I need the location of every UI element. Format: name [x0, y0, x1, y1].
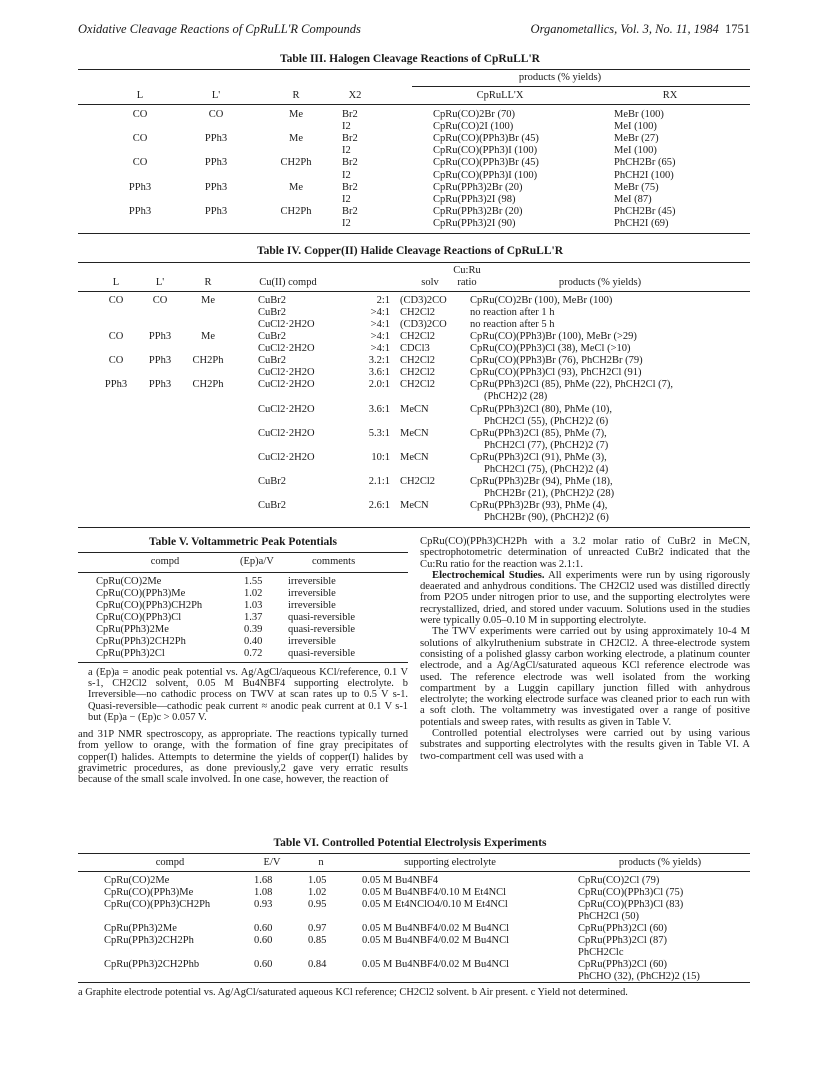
- table4-cell-solv: CH2Cl2: [400, 379, 436, 390]
- table3-cell-rx: PhCH2Br (45): [614, 205, 676, 217]
- table3-cell-r: CH2Ph: [280, 205, 312, 217]
- table4-cell-solv: (CD3)2CO: [400, 319, 447, 330]
- table3-caption: Table III. Halogen Cleavage Reactions of CpRuLL'R: [280, 53, 540, 65]
- table6-col-header: compd: [155, 857, 185, 868]
- table5-cell-ep: 0.72: [244, 648, 263, 659]
- table4-cell-cu: CuCl2·2H2O: [258, 404, 315, 415]
- table3-cell-l2: PPh3: [204, 157, 228, 169]
- table3-cell-x2: I2: [342, 193, 351, 205]
- table5-cell-compd: CpRu(PPh3)2CH2Ph: [96, 636, 186, 647]
- table3-cell-x2: Br2: [342, 109, 358, 120]
- table6-cell-n: 0.84: [308, 959, 327, 970]
- table4-cell-cu: CuCl2·2H2O: [258, 343, 315, 354]
- table6-cell-product: CpRu(PPh3)2Cl (87): [578, 935, 667, 946]
- table3-cell-product: CpRu(CO)(PPh3)Br (45): [433, 157, 539, 169]
- table6-cell-e: 1.68: [254, 875, 273, 886]
- table3-col-header: RX: [662, 90, 678, 101]
- table3-cell-rx: MeBr (75): [614, 181, 659, 193]
- table4-cell-cu: CuBr2: [258, 355, 287, 366]
- table4-cell-ratio: 3.2:1: [368, 355, 390, 366]
- table5-cell-comment: quasi-reversible: [288, 624, 356, 635]
- table3-cell-l: CO: [132, 133, 148, 145]
- table6-cell-compd: CpRu(PPh3)2CH2Ph: [104, 935, 194, 946]
- table4-cell-solv: CDCl3: [400, 343, 430, 354]
- right-paragraph-2: Electrochemical Studies. All experiments were run by using rigorously deaerated and anhydrous conditions. The CH2Cl2 used was distilled directly from P2O5 under nitrogen prior to use, and the supporting electrolytes were recrystallized, dried, and stored under vacuum. Solutions used in the studies were typically 0.05–0.10 M in supporting electrolyte.: [420, 569, 750, 627]
- table4-cell-l: CO: [108, 295, 124, 306]
- table6-col-header: products (% yields): [618, 857, 702, 868]
- table6-col-header: supporting electrolyte: [404, 857, 496, 868]
- table4-cell-l2: PPh3: [148, 379, 172, 390]
- table4-cell-solv: MeCN: [400, 452, 429, 463]
- table6-cell-n: 1.02: [308, 887, 327, 898]
- table6-header-rule: [78, 871, 750, 872]
- table3-cell-rx: MeI (100): [614, 121, 657, 133]
- table3-col-header: L: [136, 90, 144, 101]
- table6-cell-electrolyte: 0.05 M Bu4NBF4: [362, 875, 439, 886]
- table6-cell-e: 1.08: [254, 887, 273, 898]
- table6-cell-compd: CpRu(PPh3)2CH2Phb: [104, 959, 200, 970]
- right-column-text: [420, 536, 750, 762]
- table4-cell-solv: CH2Cl2: [400, 476, 436, 487]
- table5-col-header: comments: [312, 556, 356, 567]
- table6-cell-product: PhCH2Clc: [578, 947, 624, 958]
- right-paragraph-4: Controlled potential electrolyses were carried out by using various substrates and supporting electrolytes with the results given in Table VI. A two-compartment cell was used with a: [420, 728, 750, 762]
- table4-cell-product: CpRu(CO)(PPh3)Br (76), PhCH2Br (79): [470, 355, 643, 366]
- table4-col-header: products (% yields): [558, 277, 642, 288]
- table3-bottom-rule: [78, 233, 750, 234]
- table4-col-header: ratio: [457, 277, 477, 288]
- table3-cell-x2: Br2: [342, 181, 358, 193]
- table4-col-header: solv: [421, 277, 439, 288]
- table5-cell-compd: CpRu(CO)(PPh3)CH2Ph: [96, 600, 203, 611]
- table4-cell-solv: MeCN: [400, 428, 429, 439]
- table3-cell-product: CpRu(PPh3)2I (98): [433, 193, 516, 205]
- table4-cell-solv: CH2Cl2: [400, 331, 436, 342]
- table6-bottom-rule: [78, 982, 750, 983]
- table4-col-header: L: [112, 277, 120, 288]
- table3-col-header: X2: [348, 90, 362, 101]
- table6-cell-n: 0.95: [308, 899, 327, 910]
- table3-cell-l: CO: [132, 157, 148, 169]
- table3-cell-product: CpRu(CO)(PPh3)I (100): [433, 169, 538, 181]
- table5-cell-compd: CpRu(CO)(PPh3)Me: [96, 588, 186, 599]
- table4-cell-cu: CuBr2: [258, 307, 287, 318]
- table3-cell-x2: I2: [342, 217, 351, 229]
- table3-cell-l: PPh3: [128, 205, 152, 217]
- table4-cell-product: (PhCH2)2 (28): [484, 390, 548, 402]
- table5-col-header: compd: [150, 556, 180, 567]
- table5-cell-compd: CpRu(PPh3)2Me: [96, 624, 169, 635]
- table3-group-rule: [412, 86, 750, 87]
- table3-top-rule: [78, 69, 750, 70]
- table5-footnote: a (Ep)a = anodic peak potential vs. Ag/AgCl/aqueous KCl/reference, 0.1 V s-1, CH2Cl2 solvent, 0.05 M Bu4NBF4 supporting electrolyte. b Irreversible—no cathodic process on TWV at scan rates up to 0.5 V s-1. Quasi-reversible—cathodic peak current ≈ anodic peak current at 0.1 V s-1 but (Ep)a − (Ep)c > 0.057 V.: [88, 667, 408, 723]
- table4-cell-ratio: >4:1: [370, 343, 390, 354]
- table3-cell-product: CpRu(PPh3)2Br (20): [433, 181, 523, 193]
- table4-cell-product: CpRu(CO)(PPh3)Cl (93), PhCH2Cl (91): [470, 367, 642, 378]
- table4-cell-cu: CuCl2·2H2O: [258, 367, 315, 378]
- table3-cell-x2: I2: [342, 145, 351, 157]
- table6-cell-electrolyte: 0.05 M Bu4NBF4/0.02 M Bu4NCl: [362, 959, 510, 970]
- table6-top-rule: [78, 853, 750, 854]
- table3-cell-x2: Br2: [342, 133, 358, 145]
- table4-cell-ratio: 3.6:1: [368, 404, 390, 415]
- table4-cell-solv: MeCN: [400, 404, 429, 415]
- table6-cell-n: 0.97: [308, 923, 327, 934]
- table4-cell-ratio: >4:1: [370, 331, 390, 342]
- table4-header-rule: [78, 291, 750, 292]
- left-column-text: and 31P NMR spectroscopy, as appropriate. The reactions typically turned from yellow to orange, with the formation of fine gray precipitates of copper(I) halides. Attempts to determine the yields of copper(I) halides by gravimetric procedures, as done previously,2 gave very erratic results because of the small scale involved. In one case, however, the reaction of: [78, 729, 408, 786]
- table3-cell-r: CH2Ph: [280, 157, 312, 169]
- table4-cell-solv: CH2Cl2: [400, 367, 436, 378]
- table3-cell-product: CpRu(CO)2Br (70): [433, 109, 515, 120]
- table5-cell-comment: irreversible: [288, 588, 336, 599]
- table4-cell-product: CpRu(PPh3)2Br (93), PhMe (4),: [470, 500, 608, 511]
- running-header-title: Oxidative Cleavage Reactions of CpRuLL'R Compounds: [78, 22, 361, 36]
- table4-cell-l2: PPh3: [148, 355, 172, 366]
- table3-cell-l: PPh3: [128, 181, 152, 193]
- table4-cell-product: PhCH2Cl (77), (PhCH2)2 (7): [484, 439, 609, 451]
- table5-cell-comment: irreversible: [288, 600, 336, 611]
- table3-group-header: products (% yields): [518, 72, 602, 83]
- table3-cell-r: Me: [289, 181, 303, 193]
- table4-cell-cu: CuBr2: [258, 331, 287, 342]
- table5-cell-comment: irreversible: [288, 576, 336, 587]
- table3-cell-x2: Br2: [342, 157, 358, 169]
- table4-cell-ratio: 3.6:1: [368, 367, 390, 378]
- table3-col-header: R: [292, 90, 300, 101]
- running-header-journal: Organometallics, Vol. 3, No. 11, 1984 1751: [530, 22, 750, 36]
- table4-cell-product: CpRu(PPh3)2Cl (85), PhMe (7),: [470, 428, 607, 439]
- table4-cell-cu: CuBr2: [258, 295, 287, 306]
- table5-cell-compd: CpRu(CO)2Me: [96, 576, 162, 587]
- table3-cell-product: CpRu(PPh3)2I (90): [433, 217, 516, 229]
- table4-cell-solv: MeCN: [400, 500, 429, 511]
- table4-cell-cu: CuCl2·2H2O: [258, 379, 315, 390]
- table3-cell-l2: PPh3: [204, 205, 228, 217]
- table3-cell-x2: I2: [342, 121, 351, 133]
- table4-cell-solv: CH2Cl2: [400, 307, 436, 318]
- table4-cell-ratio: 5.3:1: [368, 428, 390, 439]
- table5-bottom-rule: [78, 662, 408, 663]
- table6-footnote: a Graphite electrode potential vs. Ag/AgCl/saturated aqueous KCl reference; CH2Cl2 solvent. b Air present. c Yield not determined.: [78, 987, 628, 998]
- table3-cell-product: CpRu(CO)(PPh3)I (100): [433, 145, 538, 157]
- table3-cell-product: CpRu(CO)(PPh3)Br (45): [433, 133, 539, 145]
- table4-cell-product: PhCH2Cl (75), (PhCH2)2 (4): [484, 463, 609, 475]
- table4-cell-ratio: 10:1: [371, 452, 390, 463]
- table6-cell-compd: CpRu(CO)(PPh3)CH2Ph: [104, 899, 211, 910]
- table5-cell-ep: 0.40: [244, 636, 263, 647]
- table4-cell-l2: PPh3: [148, 331, 172, 342]
- table6-col-header: E/V: [263, 857, 281, 868]
- table6-cell-product: CpRu(CO)(PPh3)Cl (75): [578, 887, 684, 898]
- table3-cell-x2: Br2: [342, 205, 358, 217]
- table4-col-header: Cu:Ru: [453, 265, 481, 276]
- table6-cell-product: PhCHO (32), (PhCH2)2 (15): [578, 971, 700, 982]
- table6-col-header: n: [318, 857, 324, 868]
- table6-cell-n: 1.05: [308, 875, 327, 886]
- table4-cell-solv: (CD3)2CO: [400, 295, 447, 306]
- table5-cell-comment: quasi-reversible: [288, 648, 356, 659]
- table6-cell-e: 0.93: [254, 899, 273, 910]
- table4-cell-product: CpRu(CO)(PPh3)Cl (38), MeCl (>10): [470, 343, 631, 354]
- table3-col-header: L': [211, 90, 221, 101]
- table4-cell-product: PhCH2Br (21), (PhCH2)2 (28): [484, 487, 615, 499]
- table4-cell-r: CH2Ph: [192, 355, 224, 366]
- table4-cell-product: CpRu(CO)(PPh3)Br (100), MeBr (>29): [470, 331, 637, 342]
- table5-cell-ep: 0.39: [244, 624, 263, 635]
- table4-cell-l2: CO: [152, 295, 168, 306]
- table4-cell-cu: CuBr2: [258, 500, 287, 511]
- table6-cell-compd: CpRu(PPh3)2Me: [104, 923, 177, 934]
- table4-cell-r: CH2Ph: [192, 379, 224, 390]
- table3-cell-l: CO: [132, 109, 148, 120]
- table4-cell-product: CpRu(PPh3)2Cl (80), PhMe (10),: [470, 404, 613, 415]
- table5-cell-compd: CpRu(PPh3)2Cl: [96, 648, 165, 659]
- table5-top-rule: [78, 552, 408, 553]
- table6-cell-n: 0.85: [308, 935, 327, 946]
- table4-cell-ratio: 2.6:1: [368, 500, 390, 511]
- table4-cell-product: PhCH2Br (90), (PhCH2)2 (6): [484, 511, 609, 523]
- table5-cell-ep: 1.37: [244, 612, 263, 623]
- table4-cell-ratio: 2.1:1: [368, 476, 390, 487]
- table6-cell-product: CpRu(CO)(PPh3)Cl (83): [578, 899, 684, 910]
- table5-cell-comment: irreversible: [288, 636, 336, 647]
- table4-cell-cu: CuCl2·2H2O: [258, 428, 315, 439]
- table4-cell-cu: CuCl2·2H2O: [258, 319, 315, 330]
- table3-cell-l2: PPh3: [204, 133, 228, 145]
- table4-cell-cu: CuBr2: [258, 476, 287, 487]
- table3-cell-rx: PhCH2I (69): [614, 217, 669, 229]
- table3-cell-product: CpRu(PPh3)2Br (20): [433, 205, 523, 217]
- table4-cell-ratio: >4:1: [370, 307, 390, 318]
- table6-cell-e: 0.60: [254, 923, 273, 934]
- table4-cell-product: PhCH2Cl (55), (PhCH2)2 (6): [484, 415, 609, 427]
- table4-cell-solv: CH2Cl2: [400, 355, 436, 366]
- table4-top-rule: [78, 262, 750, 263]
- table4-cell-product: no reaction after 1 h: [470, 307, 555, 318]
- table3-cell-x2: I2: [342, 169, 351, 181]
- table4-cell-r: Me: [201, 331, 215, 342]
- table4-cell-ratio: >4:1: [370, 319, 390, 330]
- table4-cell-ratio: 2:1: [376, 295, 390, 306]
- table4-col-header: R: [204, 277, 212, 288]
- table4-cell-product: CpRu(PPh3)2Br (94), PhMe (18),: [470, 476, 613, 487]
- table6-cell-product: CpRu(PPh3)2Cl (60): [578, 959, 667, 970]
- table4-cell-product: CpRu(PPh3)2Cl (91), PhMe (3),: [470, 452, 607, 463]
- table3-cell-r: Me: [289, 133, 303, 145]
- table4-cell-product: no reaction after 5 h: [470, 319, 555, 330]
- table5-cell-compd: CpRu(CO)(PPh3)Cl: [96, 612, 182, 623]
- table6-cell-electrolyte: 0.05 M Bu4NBF4/0.02 M Bu4NCl: [362, 935, 510, 946]
- table3-col-header: CpRuLL'X: [476, 90, 524, 101]
- table3-cell-rx: MeBr (100): [614, 109, 664, 120]
- table6-cell-compd: CpRu(CO)(PPh3)Me: [104, 887, 194, 898]
- table3-cell-product: CpRu(CO)2I (100): [433, 121, 514, 133]
- table3-cell-rx: MeBr (27): [614, 133, 659, 145]
- table4-col-header: Cu(II) compd: [259, 277, 317, 288]
- table3-cell-rx: MeI (100): [614, 145, 657, 157]
- table4-cell-product: CpRu(CO)2Br (100), MeBr (100): [470, 295, 613, 306]
- table6-cell-electrolyte: 0.05 M Et4NClO4/0.10 M Et4NCl: [362, 899, 508, 910]
- table4-cell-cu: CuCl2·2H2O: [258, 452, 315, 463]
- table4-bottom-rule: [78, 527, 750, 528]
- table5-cell-ep: 1.03: [244, 600, 263, 611]
- table3-header-rule: [78, 104, 750, 105]
- table6-cell-e: 0.60: [254, 935, 273, 946]
- table6-cell-electrolyte: 0.05 M Bu4NBF4/0.10 M Et4NCl: [362, 887, 507, 898]
- table4-cell-r: Me: [201, 295, 215, 306]
- table5-caption: Table V. Voltammetric Peak Potentials: [149, 536, 337, 548]
- right-paragraph-1: CpRu(CO)(PPh3)CH2Ph with a 3.2 molar ratio of CuBr2 in MeCN, spectrophotometric determination of unreacted CuBr2 indicated that the Cu:Ru ratio for the reaction was 2.1:1.: [420, 536, 750, 570]
- table5-cell-comment: quasi-reversible: [288, 612, 356, 623]
- table6-cell-electrolyte: 0.05 M Bu4NBF4/0.02 M Bu4NCl: [362, 923, 510, 934]
- table5-col-header: (Ep)a/V: [240, 556, 274, 567]
- table3-cell-l2: CO: [208, 109, 224, 120]
- table3-cell-rx: PhCH2Br (65): [614, 157, 676, 169]
- table4-cell-ratio: 2.0:1: [368, 379, 390, 390]
- right-paragraph-3: The TWV experiments were carried out by using approximately 10-4 M solutions of alkylruthenium substrate in CH2Cl2. A three-electrode system consisting of a polished glassy carbon working electrode, a platinum counter electrode, and a Ag/AgCl/saturated aqueous KCl reference electrode was used. The reference electrode was well isolated from the working compartment by a Luggin capillary junction filled with anhydrous electrolyte; the working electrode surface was cleaned prior to each run with a soft cloth. The voltammetry was investigated over a range of positive potentials and sweep rates, with results as given in Table V.: [420, 626, 750, 728]
- table4-cell-product: CpRu(PPh3)2Cl (85), PhMe (22), PhCH2Cl (7),: [470, 379, 674, 390]
- table3-cell-rx: MeI (87): [614, 193, 652, 205]
- table6-cell-e: 0.60: [254, 959, 273, 970]
- table3-cell-l2: PPh3: [204, 181, 228, 193]
- table3-cell-rx: PhCH2I (100): [614, 169, 674, 181]
- table5-cell-ep: 1.02: [244, 588, 263, 599]
- table3-cell-r: Me: [289, 109, 303, 120]
- table4-cell-l: PPh3: [104, 379, 128, 390]
- table6-cell-product: CpRu(CO)2Cl (79): [578, 875, 660, 886]
- table4-cell-l: CO: [108, 331, 124, 342]
- table4-col-header: L': [155, 277, 165, 288]
- table6-cell-product: PhCH2Cl (50): [578, 911, 639, 922]
- table6-cell-compd: CpRu(CO)2Me: [104, 875, 170, 886]
- table4-caption: Table IV. Copper(II) Halide Cleavage Reactions of CpRuLL'R: [256, 245, 564, 257]
- table5-cell-ep: 1.55: [244, 576, 263, 587]
- table4-cell-l: CO: [108, 355, 124, 366]
- table5-header-rule: [78, 572, 408, 573]
- section-heading-electrochemical: Electrochemical Studies.: [432, 569, 545, 581]
- table6-cell-product: CpRu(PPh3)2Cl (60): [578, 923, 667, 934]
- table6-caption: Table VI. Controlled Potential Electrolysis Experiments: [273, 837, 547, 849]
